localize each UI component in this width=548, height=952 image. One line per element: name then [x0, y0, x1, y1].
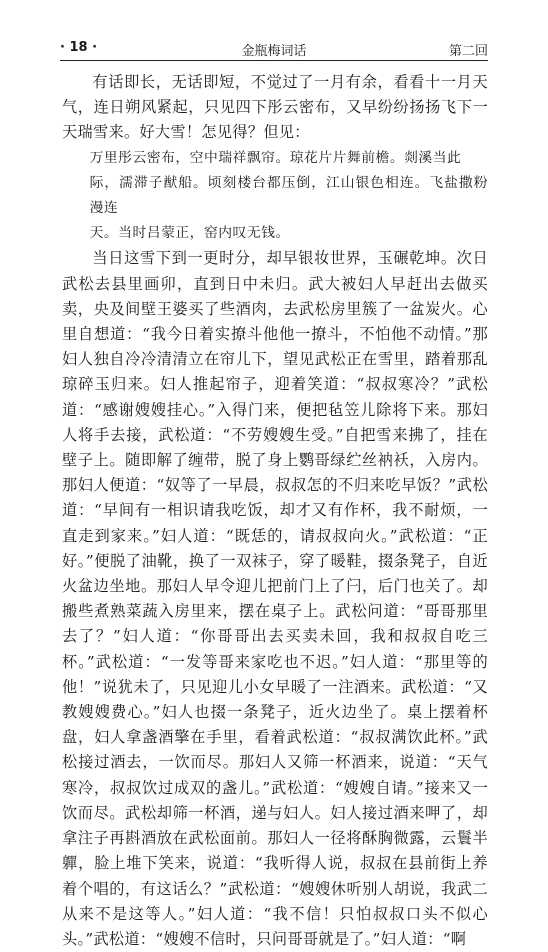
chapter-title: 第二回 [448, 44, 488, 59]
poem-line: 际，濡滞子猷船。顷刻楼台都压倒，江山银色相连。飞盐撒粉漫连 [89, 174, 488, 217]
running-header [60, 38, 488, 61]
page-body [62, 70, 488, 952]
main-paragraph: 当日这雪下到一更时分，却早银妆世界，玉碾乾坤。次日武松去县里画卯，直到日中未归。武大被妇人早赶出去做买卖，央及间壁王婆买了些酒肉，去武松房里簇了一盆炭火。心里自想道：“我今日着实撩斗他他一撩斗，不怕他不动情。”那妇人独自冷冷清清立在帘儿下，望见武松正在雪里，踏着那乱琼碎玉归来。妇人推起帘子，迎着笑道：“叔叔寒冷？”武松道：“感谢嫂嫂挂心。”入得门来，便把毡笠儿除将下来。那妇人将手去接，武松道：“不劳嫂嫂生受。”自把雪来拂了，挂在壁子上。随即解了缠带，脱了身上鹦哥绿纻丝衲袄，入房内。那妇人便道：“奴等了一早晨，叔叔怎的不归来吃早饭？”武松道：“早间有一相识请我吃饭，却才又有作杯，我不耐烦，一直走到家来。”妇人道：“既恁的，请叔叔向火。”武松道：“正好。”便脱了油靴，换了一双袜子，穿了暖鞋，掇条凳子，自近火盆边坐地。那妇人早令迎儿把前门上了闩，后门也关了。却搬些煮熟菜蔬入房里来，摆在桌子上。武松问道：“哥哥那里去了？”妇人道：“你哥哥出去买卖未回，我和叔叔自吃三杯。”武松道：“一发等哥来家吃也不迟。”妇人道：“那里等的他！”说犹未了，只见迎儿小女早暖了一注酒来。武松道：“又教嫂嫂费心。”妇人也掇一条凳子，近火边坐了。桌上摆着杯盘，妇人拿盏酒擎在手里，看着武松道：“叔叔满饮此杯。”武松接过酒去，一饮而尽。那妇人又筛一杯酒来，说道：“天气寒冷，叔叔饮过成双的盏儿。”武松道：“嫂嫂自请。”接来又一饮而尽。武松却筛一杯酒，递与妇人。妇人接过酒来呷了，却拿注子再斟酒放在武松面前。那妇人一径将酥胸微露，云鬟半軃，脸上堆下笑来，说道：“我听得人说，叔叔在县前街上养着个唱的，有这话么？”武松道：“嫂嫂休听别人胡说，我武二从来不是这等人。”妇人道：“我不信！只怕叔叔口头不似心头。”武松道：“嫂嫂不信时，只问哥哥就是了。”妇人道：“啊 [62, 249, 488, 948]
poem-line: 天。当时吕蒙正，窑内叹无钱。 [89, 225, 290, 242]
page-number: · 18 · [60, 40, 98, 55]
intro-paragraph: 有话即长，无话即短，不觉过了一月有余，看看十一月天气，连日朔风紧起，只见四下彤云密布，又早纷纷扬扬飞下一天瑞雪来。好大雪！怎见得？但见： [62, 73, 488, 142]
poem-line: 万里彤云密布，空中瑞祥飘帘。琼花片片舞前檐。剡溪当此 [89, 149, 462, 166]
poem-block [62, 146, 488, 247]
book-title: 金瓶梅词话 [241, 44, 307, 59]
